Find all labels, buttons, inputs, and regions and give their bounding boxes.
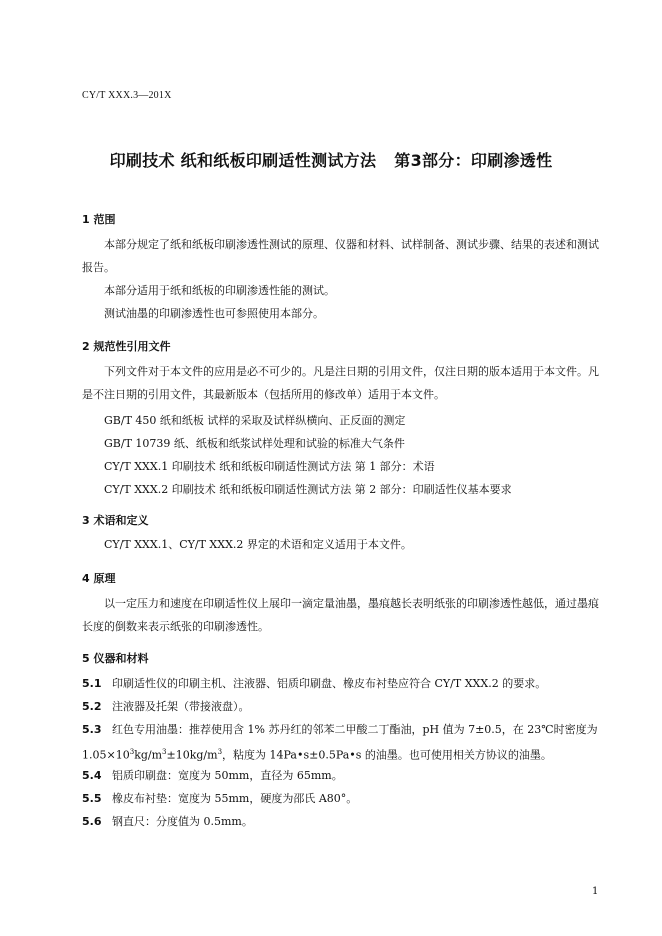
clause-5-1 — [82, 672, 600, 695]
title-main: 印刷技术 纸和纸板印刷适性测试方法 — [109, 151, 377, 170]
superscript: 3 — [217, 748, 223, 756]
clause-text: 印刷适性仪的印刷主机、注液器、铝质印刷盘、橡皮布衬垫应符合 CY/T XXX.2 的要求。 — [112, 677, 547, 690]
section-heading-terms: 3 术语和定义 — [82, 514, 149, 527]
clause-text: 1.05×10 — [82, 748, 130, 762]
clause-5-4 — [82, 764, 600, 787]
document-code: CY/T XXX.3—201X — [82, 90, 172, 101]
section-heading-scope: 1 范围 — [82, 213, 116, 226]
clause-text: 钢直尺：分度值为 0.5mm。 — [112, 815, 253, 828]
reference-item: CY/T XXX.1 印刷技术 纸和纸板印刷适性测试方法 第 1 部分：术语 — [104, 460, 435, 473]
clause-5-2 — [82, 695, 600, 718]
section-heading-apparatus: 5 仪器和材料 — [82, 652, 149, 665]
superscript: 3 — [129, 748, 135, 756]
clause-number: 5.1 — [82, 677, 102, 690]
clause-number: 5.5 — [82, 792, 102, 805]
clause-number: 5.3 — [82, 723, 102, 736]
superscript: 3 — [162, 748, 167, 756]
clause-text: 注液器及托架（带接液盘）。 — [112, 700, 250, 713]
title-part: 第3部分：印刷渗透性 — [394, 151, 553, 170]
clause-text: kg/m — [134, 748, 163, 762]
principle-paragraph: 以一定压力和速度在印刷适性仪上展印一滴定量油墨，墨痕越长表明纸张的印刷渗透性越低，通过墨痕长度的倒数来表示纸张的印刷渗透性。 — [82, 597, 599, 633]
clause-5-3 — [82, 718, 600, 767]
clause-text: 红色专用油墨：推荐使用含 1% 苏丹红的邻苯二甲酸二丁酯油，pH 值为 7±0.5，在 23℃时密度为 — [112, 723, 598, 736]
clause-number: 5.6 — [82, 815, 102, 828]
clause-number: 5.2 — [82, 700, 102, 713]
terms-paragraph: CY/T XXX.1、CY/T XXX.2 界定的术语和定义适用于本文件。 — [104, 538, 412, 551]
reference-item: GB/T 450 纸和纸板 试样的采取及试样纵横向、正反面的测定 — [104, 414, 406, 427]
clause-text: 橡皮布衬垫：宽度为 55mm，硬度为邵氏 A80°。 — [112, 792, 358, 805]
clause-text: 铝质印刷盘：宽度为 50mm，直径为 65mm。 — [112, 769, 343, 782]
clause-text: ±10kg/m — [166, 748, 218, 762]
reference-item: CY/T XXX.2 印刷技术 纸和纸板印刷适性测试方法 第 2 部分：印刷适性仪基本要求 — [104, 483, 512, 496]
clause-5-6 — [82, 810, 600, 833]
clause-text: ，粘度为 14Pa•s±0.5Pa•s 的油墨。也可使用相关方协议的油墨。 — [222, 748, 552, 762]
scope-paragraph-2: 本部分适用于纸和纸板的印刷渗透性能的测试。 — [104, 284, 335, 297]
section-heading-principle: 4 原理 — [82, 572, 116, 585]
reference-item: GB/T 10739 纸、纸板和纸浆试样处理和试验的标准大气条件 — [104, 437, 405, 450]
clause-5-5 — [82, 787, 600, 810]
clause-number: 5.4 — [82, 769, 102, 782]
section-heading-references: 2 规范性引用文件 — [82, 340, 171, 353]
scope-paragraph-3: 测试油墨的印刷渗透性也可参照使用本部分。 — [104, 307, 324, 320]
references-paragraph: 下列文件对于本文件的应用是必不可少的。凡是注日期的引用文件，仅注日期的版本适用于本文件。凡是不注日期的引用文件，其最新版本（包括所用的修改单）适用于本文件。 — [82, 365, 599, 401]
scope-paragraph-1: 本部分规定了纸和纸板印刷渗透性测试的原理、仪器和材料、试样制备、测试步骤、结果的表述和测试报告。 — [82, 238, 599, 274]
document-title — [0, 148, 662, 171]
page-number: 1 — [592, 886, 599, 897]
